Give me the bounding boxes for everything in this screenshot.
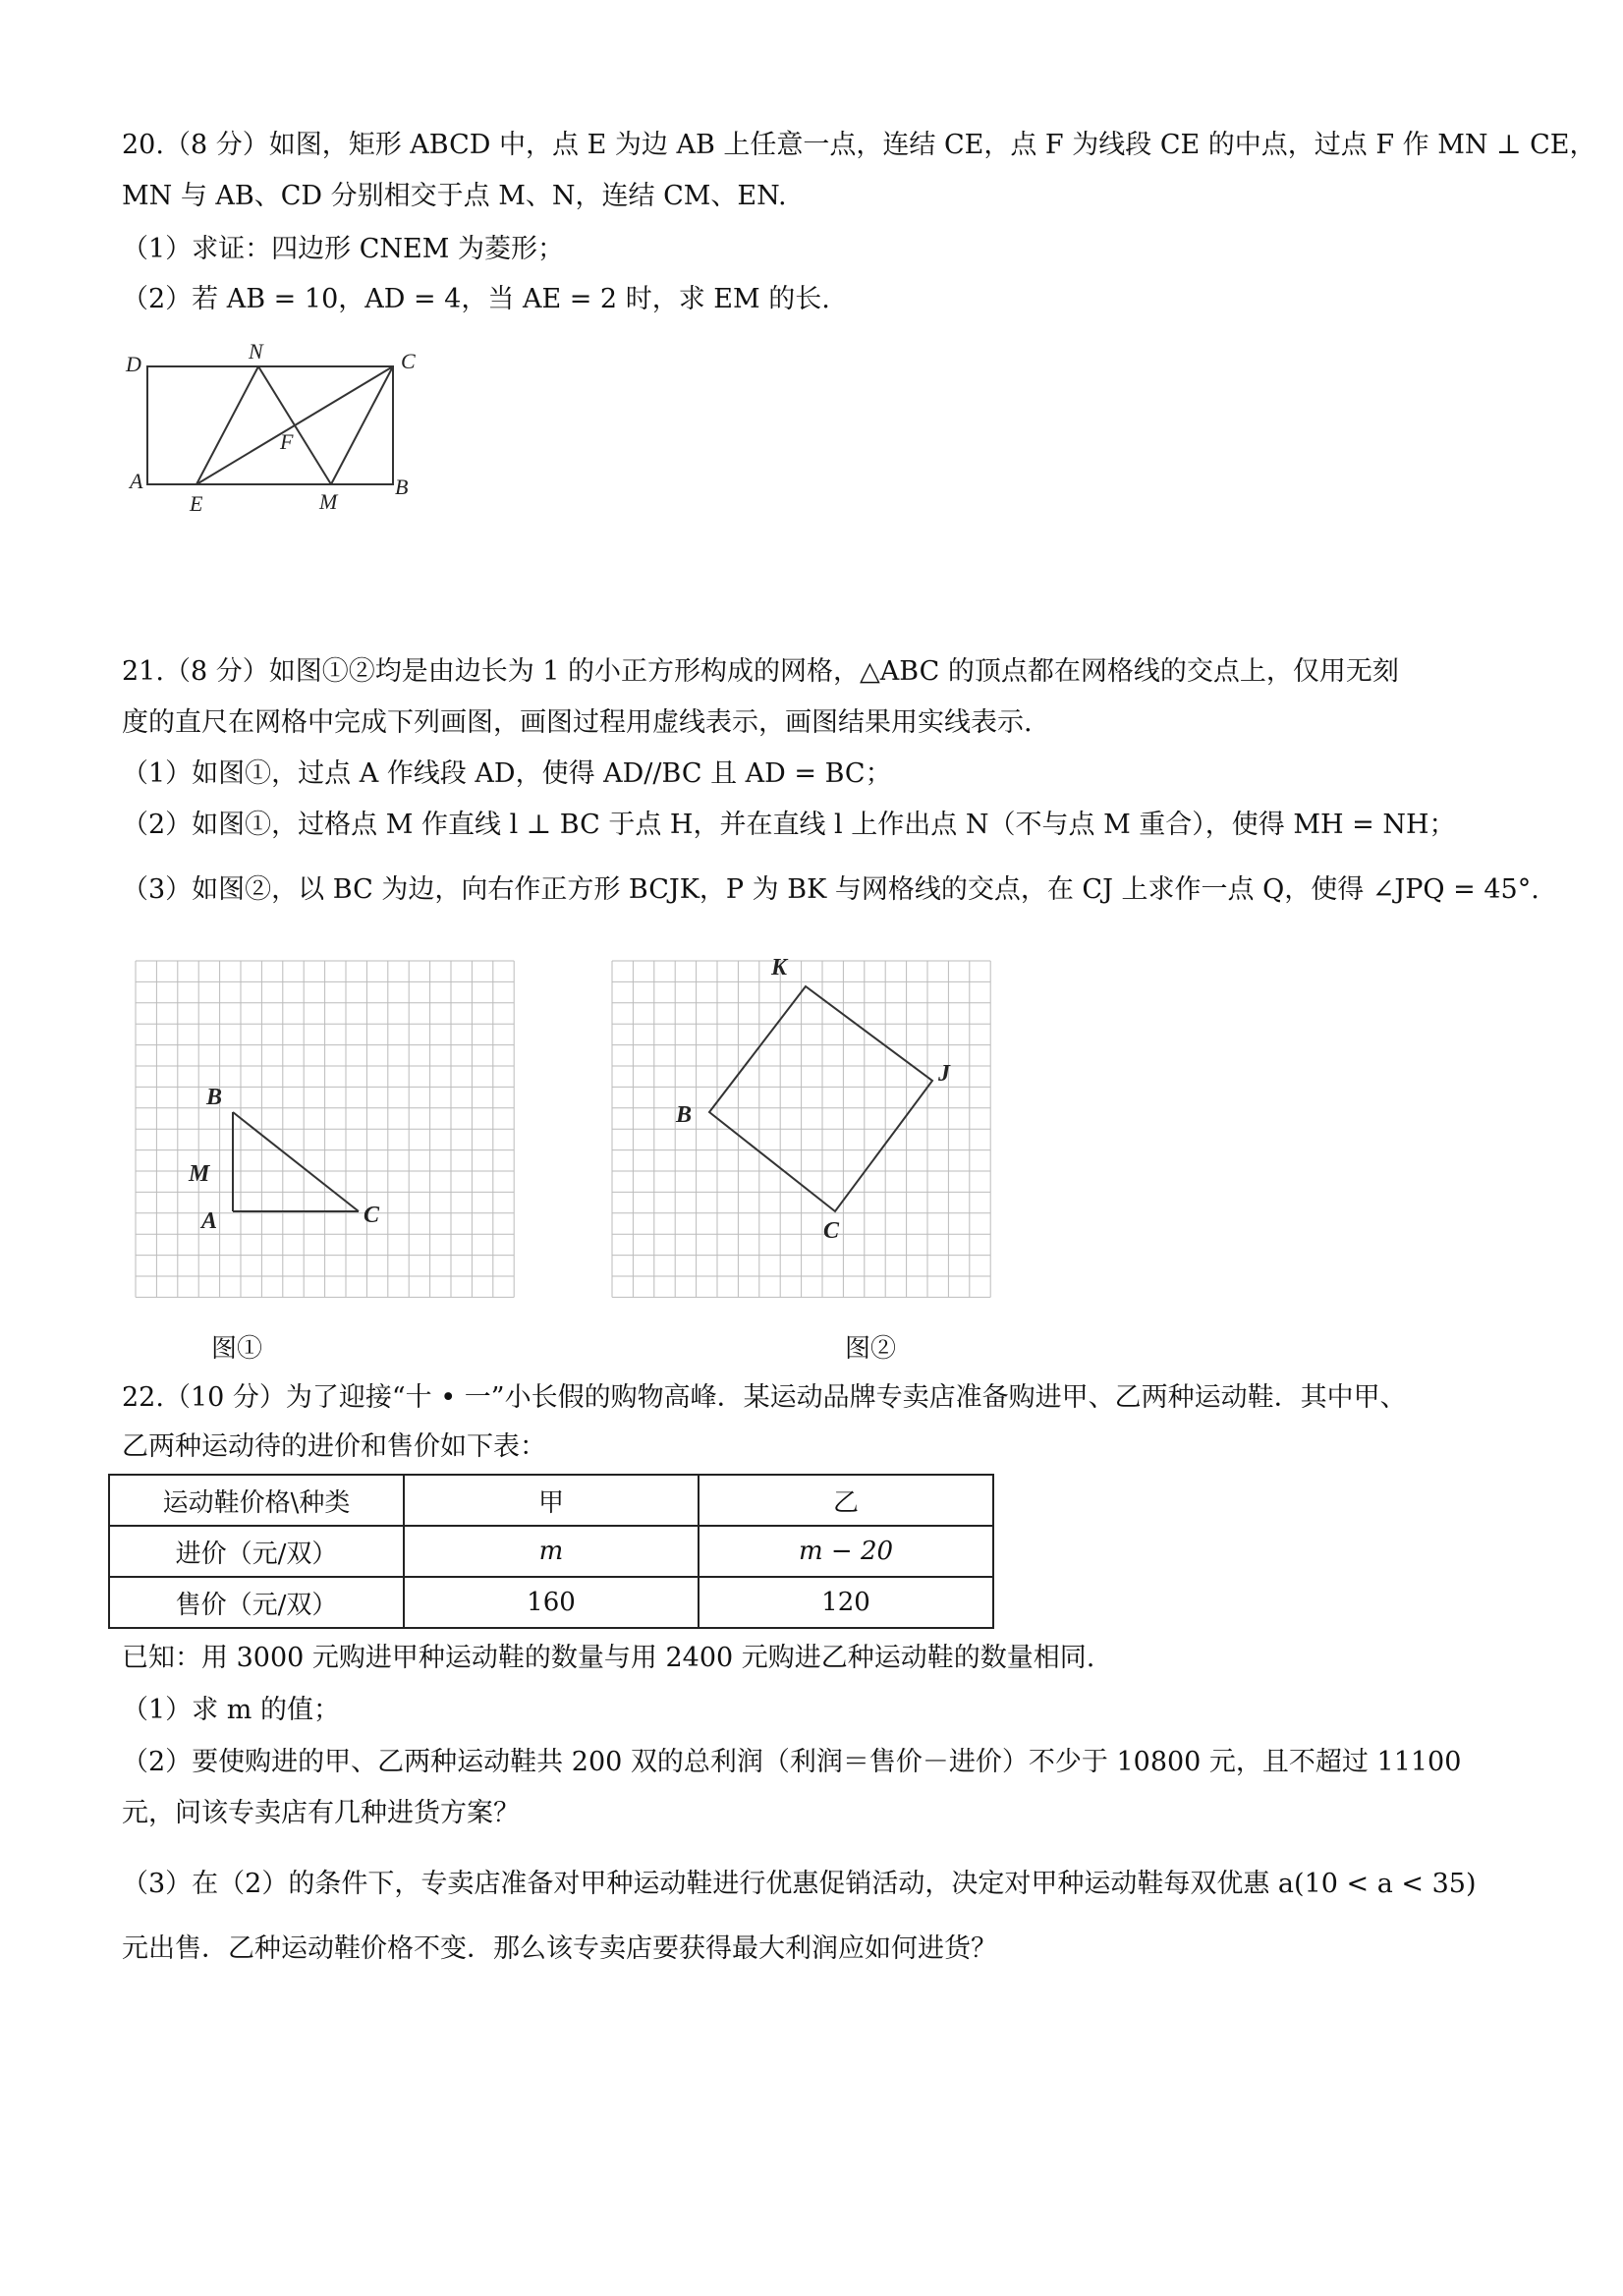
- q21-figure2-grid: [612, 961, 990, 1297]
- q21-fig1-label-b: B: [206, 1085, 223, 1110]
- q21-fig1-label-m: M: [189, 1161, 210, 1187]
- table-cell: m: [404, 1526, 699, 1577]
- q21-part1: （1）如图①，过点 A 作线段 AD，使得 AD//BC 且 AD = BC；: [122, 758, 892, 789]
- q20-line2: MN 与 AB、CD 分别相交于点 M、N，连结 CM、EN.: [122, 181, 787, 211]
- q22-known: 已知：用 3000 元购进甲种运动鞋的数量与用 2400 元购进乙种运动鞋的数量相同.: [122, 1643, 1095, 1673]
- q21-figure1-grid: [136, 961, 514, 1297]
- table-header-cell: 运动鞋价格\种类: [109, 1475, 404, 1526]
- q20-label-e: E: [190, 491, 203, 516]
- q20-label-d: D: [126, 352, 141, 376]
- table-cell: 售价（元/双）: [109, 1577, 404, 1628]
- q20-part1: （1）求证：四边形 CNEM 为菱形；: [122, 234, 564, 264]
- q20-label-b: B: [395, 475, 409, 499]
- q20-segment-nm: [258, 366, 331, 484]
- q21-fig2-square-bcjk: [709, 986, 932, 1211]
- q22-line1: 22.（10 分）为了迎接“十 • 一”小长假的购物高峰．某运动品牌专卖店准备购进甲、乙两种运动鞋．其中甲、: [122, 1382, 1407, 1413]
- table-cell: 进价（元/双）: [109, 1526, 404, 1577]
- price-table: [108, 1474, 994, 1629]
- table-cell: 160: [404, 1577, 699, 1628]
- q21-figure2-caption: 图②: [845, 1334, 897, 1364]
- table-header-cell: 甲: [404, 1475, 699, 1526]
- table-row: [109, 1526, 993, 1577]
- q21-fig2-label-b: B: [676, 1102, 693, 1128]
- q20-figure: [118, 339, 432, 521]
- q21-figure1-caption: 图①: [211, 1334, 263, 1364]
- table-cell: 120: [699, 1577, 993, 1628]
- q21-fig1-segment-bc: [233, 1112, 359, 1211]
- q22-part1: （1）求 m 的值；: [122, 1695, 340, 1725]
- q20-label-n: N: [249, 339, 263, 364]
- q21-line1: 21.（8 分）如图①②均是由边长为 1 的小正方形构成的网格，△ABC 的顶点都在网格线的交点上，仅用无刻: [122, 656, 1399, 687]
- q21-fig2-label-c: C: [823, 1218, 840, 1244]
- q20-part2: （2）若 AB = 10，AD = 4，当 AE = 2 时，求 EM 的长.: [122, 284, 830, 314]
- q20-label-f: F: [280, 429, 294, 454]
- q21-fig2-label-j: J: [938, 1061, 950, 1087]
- q21-fig1-label-a: A: [201, 1208, 218, 1234]
- q22-part3-line1: （3）在（2）的条件下，专卖店准备对甲种运动鞋进行优惠促销活动，决定对甲种运动鞋每双优惠 a(10 < a < 35): [122, 1869, 1477, 1899]
- q22-part3-line2: 元出售．乙种运动鞋价格不变．那么该专卖店要获得最大利润应如何进货？: [122, 1933, 997, 1964]
- q20-label-c: C: [401, 349, 416, 373]
- q20-label-a: A: [130, 469, 143, 493]
- q21-part2: （2）如图①，过格点 M 作直线 l ⊥ BC 于点 H，并在直线 l 上作出点 N（不与点 M 重合），使得 MH = NH；: [122, 810, 1456, 840]
- table-header-cell: 乙: [699, 1475, 993, 1526]
- table-row: [109, 1577, 993, 1628]
- q21-part3: （3）如图②，以 BC 为边，向右作正方形 BCJK，P 为 BK 与网格线的交点，在 CJ 上求作一点 Q，使得 ∠JPQ = 45°.: [122, 874, 1539, 905]
- table-header-row: [109, 1475, 993, 1526]
- q22-line2: 乙两种运动待的进价和售价如下表：: [122, 1431, 546, 1462]
- table-cell: m − 20: [699, 1526, 993, 1577]
- q22-part2-line2: 元，问该专卖店有几种进货方案？: [122, 1798, 520, 1828]
- q22-part2-line1: （2）要使购进的甲、乙两种运动鞋共 200 双的总利润（利润＝售价－进价）不少于 10800 元，且不超过 11100: [122, 1747, 1462, 1777]
- q21-fig1-label-c: C: [364, 1203, 380, 1228]
- q20-line1: 20.（8 分）如图，矩形 ABCD 中，点 E 为边 AB 上任意一点，连结 CE，点 F 为线段 CE 的中点，过点 F 作 MN ⊥ CE，: [122, 130, 1596, 160]
- q21-fig2-label-k: K: [771, 955, 788, 980]
- q20-label-m: M: [319, 489, 338, 514]
- q21-figure2: [604, 953, 1007, 1316]
- q21-figure1: [128, 953, 531, 1316]
- q21-line2: 度的直尺在网格中完成下列画图，画图过程用虚线表示，画图结果用实线表示.: [122, 707, 1033, 738]
